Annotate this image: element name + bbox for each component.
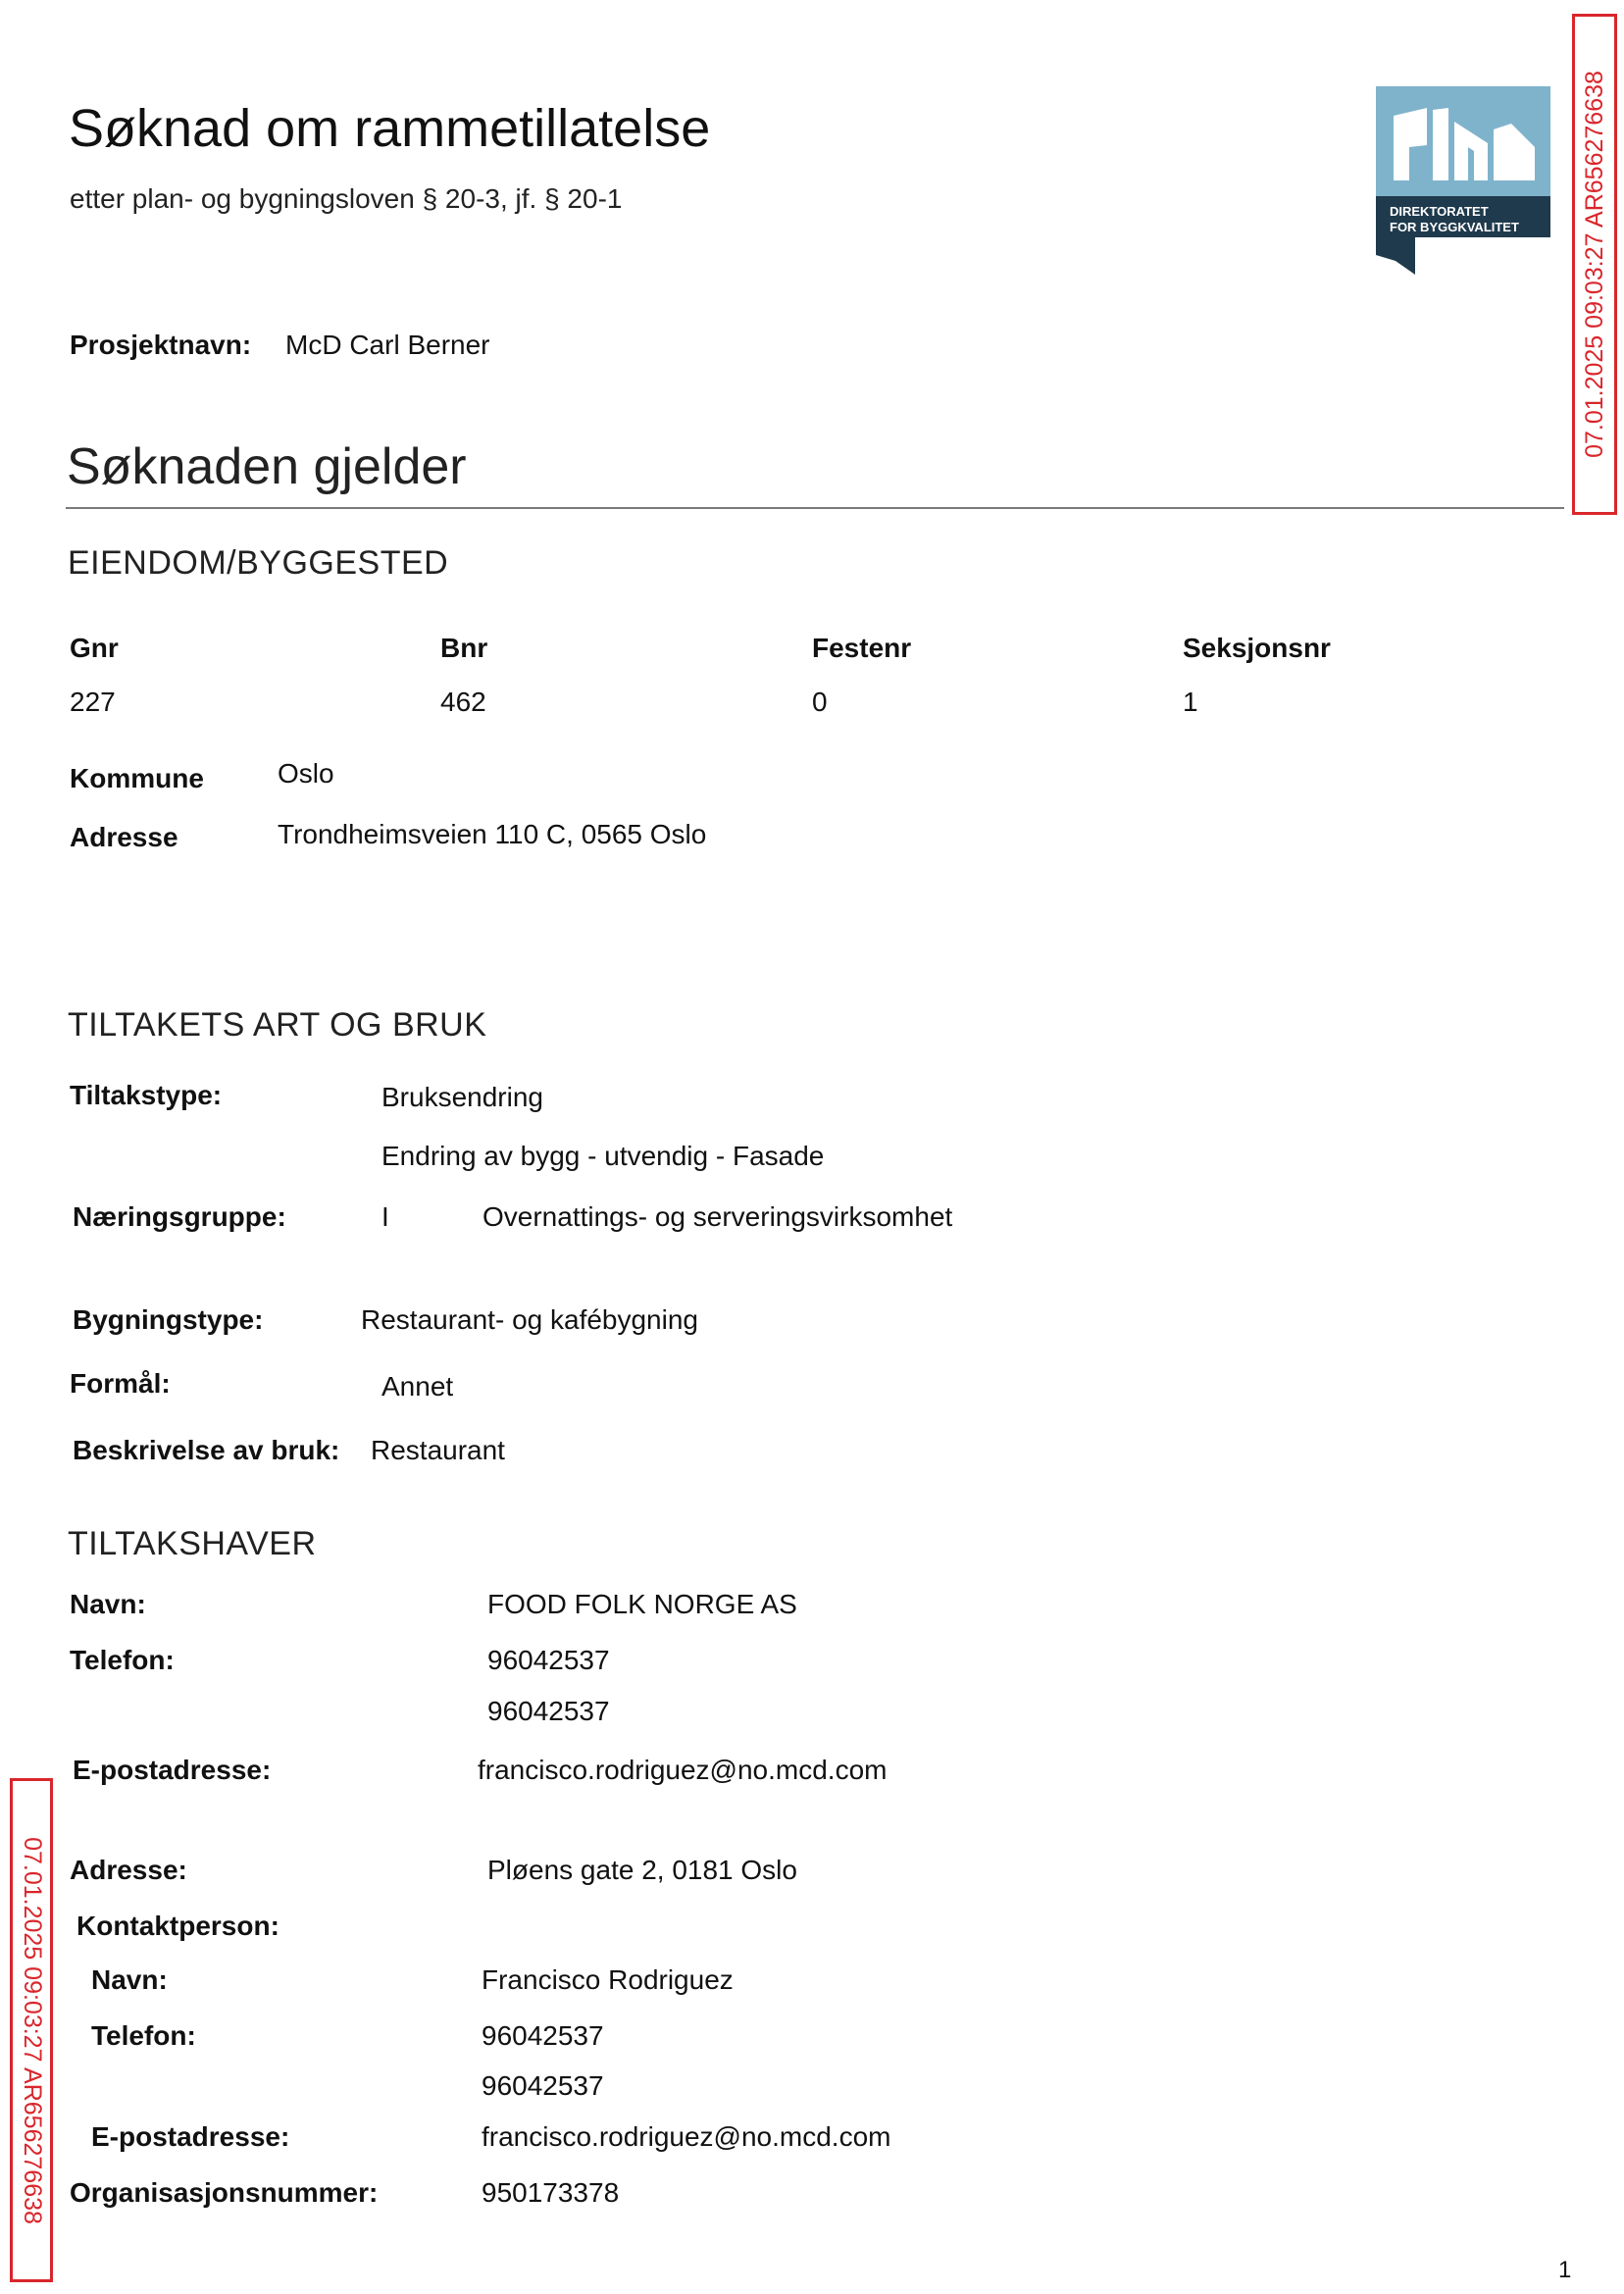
gnr-value: 227	[70, 687, 116, 717]
contact-email-label: E-postadresse:	[91, 2121, 290, 2152]
contact-email-value: francisco.rodriguez@no.mcd.com	[482, 2121, 891, 2152]
owner-name-value: FOOD FOLK NORGE AS	[487, 1589, 797, 1619]
measure-type-value-2: Endring av bygg - utvendig - Fasade	[381, 1141, 825, 1171]
logo-text-line2: FOR BYGGKVALITET	[1390, 220, 1519, 234]
industry-value: Overnattings- og serveringsvirksomhet	[482, 1201, 953, 1232]
purpose-value: Annet	[381, 1371, 454, 1402]
measure-type-label: Tiltakstype:	[70, 1080, 223, 1110]
contact-phone-label: Telefon:	[91, 2020, 196, 2051]
festenr-value: 0	[812, 687, 828, 717]
project-label: Prosjektnavn:	[70, 330, 252, 360]
page-subtitle: etter plan- og bygningsloven § 20-3, jf. § 20-1	[70, 183, 623, 214]
use-description-label: Beskrivelse av bruk:	[73, 1435, 340, 1465]
contact-phone-value-1: 96042537	[482, 2020, 604, 2051]
owner-email-label: E-postadresse:	[73, 1755, 272, 1785]
org-number-label: Organisasjonsnummer:	[70, 2177, 379, 2208]
date-stamp-top-text: 07.01.2025 09:03:27 AR656276638	[1580, 71, 1608, 458]
municipality-value: Oslo	[278, 758, 334, 789]
measure-type-value-1: Bruksendring	[381, 1082, 543, 1112]
owner-phone-value-1: 96042537	[487, 1645, 610, 1675]
contact-phone-value-2: 96042537	[482, 2070, 604, 2101]
industry-label: Næringsgruppe:	[73, 1201, 286, 1232]
date-stamp-bottom-text: 07.01.2025 09:03:27 AR656276638	[18, 1836, 46, 2224]
building-type-label: Bygningstype:	[73, 1304, 264, 1335]
use-description-value: Restaurant	[371, 1435, 505, 1465]
measure-heading: TILTAKETS ART OG BRUK	[68, 1006, 487, 1044]
owner-heading: TILTAKSHAVER	[68, 1525, 317, 1562]
purpose-label: Formål:	[70, 1368, 171, 1399]
contact-name-label: Navn:	[91, 1964, 168, 1995]
page-title: Søknad om rammetillatelse	[69, 99, 711, 158]
applies-heading: Søknaden gjelder	[67, 438, 467, 495]
owner-phone-label: Telefon:	[70, 1645, 175, 1675]
building-type-value: Restaurant- og kafébygning	[361, 1304, 698, 1335]
project-value: McD Carl Berner	[285, 330, 490, 360]
contact-person-label: Kontaktperson:	[76, 1911, 279, 1941]
contact-name-value: Francisco Rodriguez	[482, 1964, 734, 1995]
festenr-label: Festenr	[812, 633, 912, 663]
date-stamp-top	[1572, 14, 1617, 515]
seksjonsnr-label: Seksjonsnr	[1183, 633, 1331, 663]
owner-phone-value-2: 96042537	[487, 1696, 610, 1726]
logo-text-line1: DIREKTORATET	[1390, 204, 1489, 219]
owner-address-label: Adresse:	[70, 1855, 187, 1885]
page-number: 1	[1558, 2257, 1572, 2283]
bnr-label: Bnr	[440, 633, 488, 663]
dibk-logo-icon	[1376, 86, 1550, 275]
org-number-value: 950173378	[482, 2177, 620, 2208]
owner-name-label: Navn:	[70, 1589, 146, 1619]
date-stamp-bottom	[10, 1778, 53, 2282]
seksjonsnr-value: 1	[1183, 687, 1198, 717]
owner-address-value: Pløens gate 2, 0181 Oslo	[487, 1855, 797, 1885]
property-heading: EIENDOM/BYGGESTED	[68, 544, 449, 582]
bnr-value: 462	[440, 687, 486, 717]
section-divider	[66, 507, 1564, 509]
address-value: Trondheimsveien 110 C, 0565 Oslo	[278, 819, 707, 849]
municipality-label: Kommune	[70, 763, 204, 793]
address-label: Adresse	[70, 822, 178, 852]
industry-code: I	[381, 1201, 389, 1232]
owner-email-value: francisco.rodriguez@no.mcd.com	[478, 1755, 888, 1785]
gnr-label: Gnr	[70, 633, 119, 663]
dibk-logo	[1376, 86, 1550, 275]
